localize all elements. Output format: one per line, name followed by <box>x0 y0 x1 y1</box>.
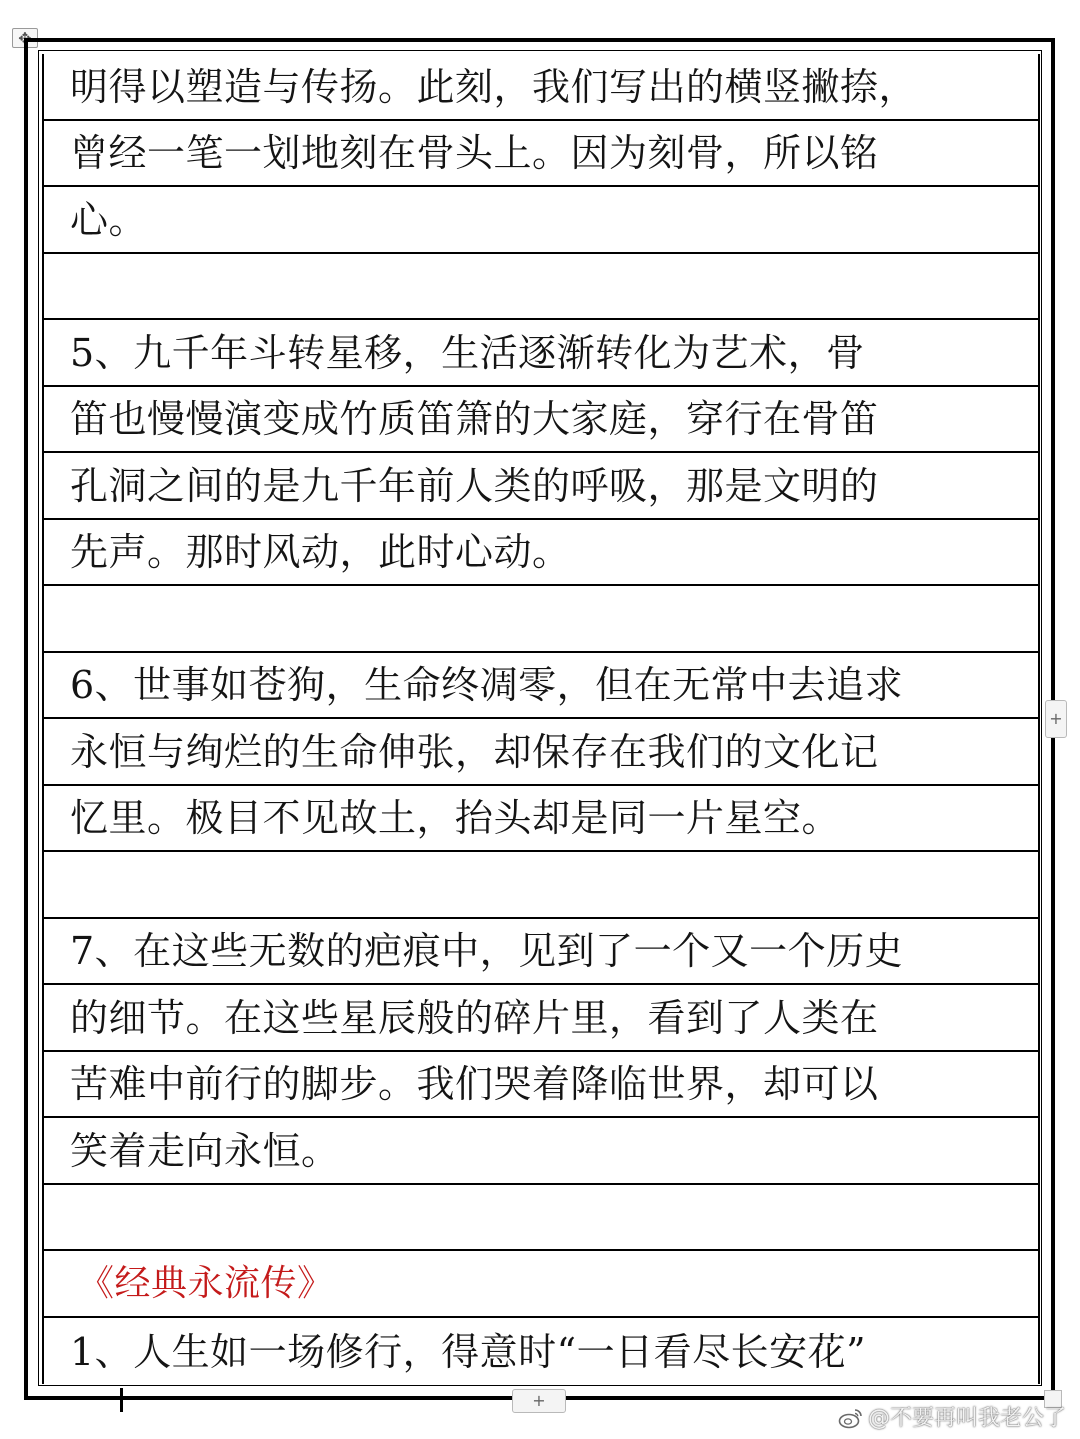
handwritten-line: 笛也慢慢演变成竹质笛箫的大家庭，穿行在骨笛 <box>70 397 879 441</box>
handwritten-line: 忆里。极目不见故土，抬头却是同一片星空。 <box>70 796 841 840</box>
ruled-line <box>44 520 1038 587</box>
handwritten-line: 苦难中前行的脚步。我们哭着降临世界，却可以 <box>70 1062 879 1106</box>
handwritten-line: 先声。那时风动，此时心动。 <box>70 530 571 574</box>
weibo-icon <box>838 1407 864 1429</box>
ruled-line <box>44 320 1038 387</box>
ruled-line <box>44 121 1038 188</box>
text-cursor <box>120 1388 123 1412</box>
table-move-handle-icon[interactable]: ✥ <box>12 28 38 48</box>
handwritten-line: 曾经一笔一划地刻在骨头上。因为刻骨，所以铭 <box>70 131 879 175</box>
ruled-line <box>44 1318 1038 1385</box>
ruled-line <box>44 919 1038 986</box>
ruled-line <box>44 387 1038 454</box>
watermark-text: @不要再叫我老公了 <box>867 1406 1066 1431</box>
handwritten-line: 永恒与绚烂的生命伸张，却保存在我们的文化记 <box>70 729 879 774</box>
add-row-plus-icon[interactable]: + <box>512 1389 566 1413</box>
ruled-line <box>44 1118 1038 1185</box>
handwritten-line: 6、世事如苍狗，生命终凋零，但在无常中去追求 <box>70 663 904 707</box>
handwritten-line: 的细节。在这些星辰般的碎片里，看到了人类在 <box>70 995 879 1040</box>
handwritten-line: 1、人生如一场修行，得意时“一日看尽长安花” <box>70 1330 867 1374</box>
ruled-line <box>44 786 1038 853</box>
lined-writing-sheet <box>42 54 1040 1384</box>
ruled-line <box>44 1251 1038 1318</box>
handwritten-line: 笑着走向永恒。 <box>70 1128 340 1173</box>
handwritten-line: 7、在这些无数的疤痕中，见到了一个又一个历史 <box>70 929 904 973</box>
ruled-line <box>44 187 1038 254</box>
blank-ruled-line <box>44 254 1038 321</box>
ruled-line <box>44 54 1038 121</box>
handwritten-line: 孔洞之间的是九千年前人类的呼吸，那是文明的 <box>70 463 879 508</box>
blank-ruled-line <box>44 586 1038 653</box>
ruled-line <box>44 985 1038 1052</box>
ruled-line <box>44 453 1038 520</box>
ruled-line <box>44 719 1038 786</box>
blank-ruled-line <box>44 1185 1038 1252</box>
section-heading: 《经典永流传》 <box>78 1262 334 1304</box>
weibo-watermark <box>838 1404 1066 1434</box>
blank-ruled-line <box>44 852 1038 919</box>
handwritten-line: 明得以塑造与传扬。此刻，我们写出的横竖撇捺， <box>70 64 918 109</box>
add-column-plus-icon[interactable]: + <box>1045 700 1067 738</box>
ruled-line <box>44 653 1038 720</box>
ruled-line <box>44 1052 1038 1119</box>
handwritten-line: 5、九千年斗转星移，生活逐渐转化为艺术，骨 <box>70 330 865 375</box>
handwritten-line: 心。 <box>70 197 148 242</box>
